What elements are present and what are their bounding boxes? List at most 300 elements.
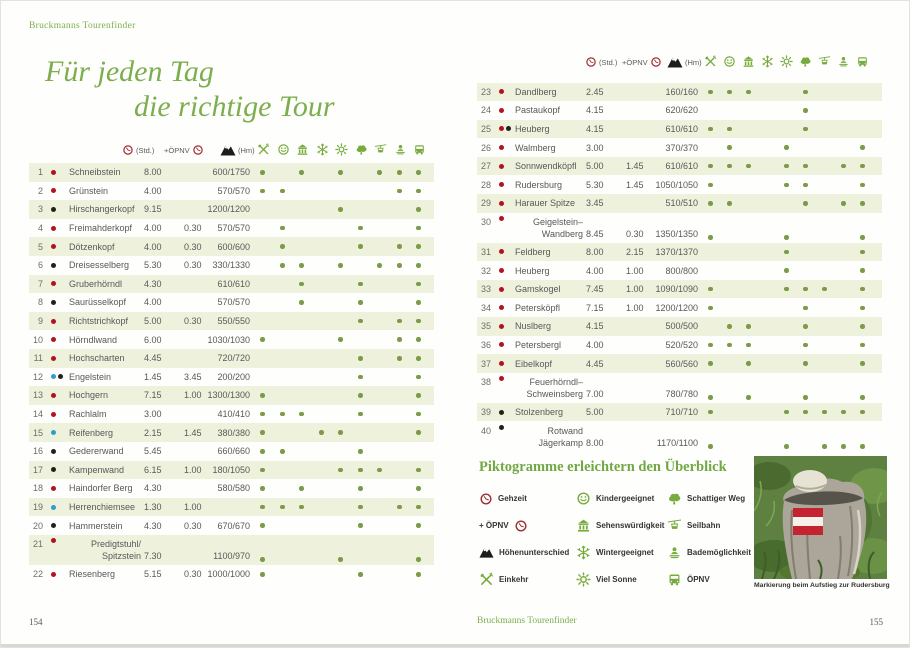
mark-cell (720, 243, 739, 262)
tour-number: 27 (480, 161, 491, 172)
cable-car-icon (374, 143, 387, 156)
crossed-cutlery-icon (257, 143, 270, 156)
mark-dot (377, 170, 382, 175)
mark-cell (370, 442, 390, 461)
mark-cell (739, 243, 758, 262)
tour-row (477, 299, 882, 318)
tour-number: 12 (32, 371, 43, 382)
mark-cell (815, 194, 834, 213)
tour-number: 14 (32, 409, 43, 420)
tour-name (515, 243, 583, 262)
mark-dot (860, 235, 865, 240)
mark-cell (815, 243, 834, 262)
elevation-hm: 380/380 (217, 427, 250, 438)
mark-cell (312, 182, 332, 201)
walk-time: 7.30 (144, 551, 162, 561)
mark-cell (331, 368, 351, 387)
oepnv-time: 0.30 (184, 241, 202, 252)
mark-dot (727, 90, 732, 95)
mark-cell (777, 157, 796, 176)
mark-cell (739, 422, 758, 452)
mark-cell (370, 498, 390, 517)
difficulty-dots (43, 386, 69, 405)
difficulty-dots (491, 243, 515, 262)
tour-number: 34 (480, 302, 491, 313)
pictogram-header-cell (815, 53, 834, 69)
mark-dot (416, 375, 421, 380)
tour-name (515, 176, 583, 195)
walk-time: 4.00 (144, 223, 162, 234)
oepnv-time (181, 275, 217, 294)
oepnv-time (623, 101, 659, 120)
mark-dot (260, 337, 265, 342)
oepnv-time (623, 422, 659, 452)
mark-cell (370, 386, 390, 405)
difficulty-dots (491, 280, 515, 299)
mark-cell (331, 565, 351, 584)
mark-cell (701, 213, 720, 243)
tour-row (29, 368, 434, 387)
running-head: Bruckmanns Tourenfinder (29, 21, 136, 31)
mark-cell (351, 293, 371, 312)
mark-dot (803, 343, 808, 348)
mark-cell (739, 83, 758, 102)
oepnv-time: 1.00 (626, 284, 644, 295)
tour-name-line: Richtstrichkopf (69, 316, 129, 327)
mark-cell (409, 442, 429, 461)
mark-cell (777, 101, 796, 120)
mark-dot (708, 201, 713, 206)
mark-cell (273, 275, 293, 294)
mark-dot (416, 486, 421, 491)
mark-cell (390, 219, 410, 238)
tour-name (515, 317, 583, 336)
mark-dot (260, 449, 265, 454)
mark-cell (292, 368, 312, 387)
tour-name (515, 280, 583, 299)
mark-cell (312, 442, 332, 461)
mark-cell (390, 386, 410, 405)
walk-time: 4.45 (144, 353, 162, 364)
mark-cell (720, 213, 739, 243)
mark-cell (370, 479, 390, 498)
difficulty-dots (43, 461, 69, 480)
walk-time: 4.15 (586, 321, 604, 332)
tour-name (515, 138, 583, 157)
mark-cell (796, 373, 815, 403)
mountain-icon (667, 54, 683, 70)
mark-dot (397, 337, 402, 342)
tour-name-line: Rotwand (547, 425, 583, 436)
oepnv-time (181, 349, 217, 368)
col-header-hm-left (220, 142, 255, 158)
mark-cell (390, 442, 410, 461)
elevation-hm: 1370/1370 (655, 246, 698, 257)
mark-cell (815, 213, 834, 243)
elevation-hm: 580/580 (217, 483, 250, 494)
mark-cell (720, 261, 739, 280)
mark-dot (746, 164, 751, 169)
mark-cell (292, 330, 312, 349)
difficulty-dot (499, 342, 504, 347)
mark-dot (784, 268, 789, 273)
mark-cell (701, 336, 720, 355)
difficulty-dots (491, 336, 515, 355)
mark-dot (784, 164, 789, 169)
difficulty-dots (43, 256, 69, 275)
col-header-oepnv-label: +ÖPNV (164, 145, 190, 155)
mark-cell (292, 442, 312, 461)
mark-cell (331, 256, 351, 275)
walk-time: 7.45 (586, 284, 604, 295)
difficulty-dots (491, 120, 515, 139)
mark-cell (292, 405, 312, 424)
tour-number: 7 (37, 278, 43, 289)
mark-cell (777, 422, 796, 452)
mark-cell (853, 157, 872, 176)
mark-dot (260, 486, 265, 491)
tour-name-line: Riesenberg (69, 569, 116, 580)
swimmer-icon (394, 143, 407, 156)
mark-dot (822, 287, 827, 292)
walk-time: 1.45 (144, 371, 162, 382)
mark-cell (834, 243, 853, 262)
elevation-hm: 570/570 (217, 185, 250, 196)
difficulty-dot (506, 126, 511, 131)
walk-time: 6.00 (144, 334, 162, 345)
elevation-hm: 1350/1350 (655, 228, 698, 239)
tour-row (29, 256, 434, 275)
elevation-hm: 660/660 (217, 446, 250, 457)
mark-dot (708, 183, 713, 188)
difficulty-dots (43, 293, 69, 312)
walk-time: 4.15 (586, 105, 604, 116)
col-header-time-right (585, 54, 617, 70)
tour-row (29, 237, 434, 256)
difficulty-dot (51, 244, 56, 249)
tour-name-line: Saurüsselkopf (69, 297, 127, 308)
pictogram-header-cell (739, 53, 758, 69)
tour-number: 29 (480, 198, 491, 209)
mark-cell (312, 405, 332, 424)
mark-cell (292, 535, 312, 565)
legend-item (576, 485, 667, 512)
mark-cell (331, 349, 351, 368)
tour-name (69, 330, 141, 349)
mark-cell (390, 565, 410, 584)
mark-cell (853, 213, 872, 243)
mark-cell (370, 535, 390, 565)
mark-cell (409, 256, 429, 275)
mark-cell (777, 243, 796, 262)
mark-cell (777, 213, 796, 243)
mark-cell (739, 101, 758, 120)
mark-cell (351, 219, 371, 238)
mark-dot (784, 250, 789, 255)
mark-cell (312, 565, 332, 584)
mark-cell (351, 498, 371, 517)
difficulty-dots (43, 182, 69, 201)
difficulty-dot (499, 305, 504, 310)
mark-cell (331, 200, 351, 219)
mark-dot (860, 201, 865, 206)
tour-name-line: Geigelstein– (532, 216, 583, 227)
legend-item (667, 485, 751, 512)
mark-cell (701, 120, 720, 139)
mark-cell (758, 422, 777, 452)
tour-row (29, 535, 434, 565)
tour-row (29, 293, 434, 312)
pictogram-header-left (254, 141, 430, 157)
mark-cell (834, 422, 853, 452)
mark-dot (260, 412, 265, 417)
tour-row (477, 138, 882, 157)
elevation-hm: 500/500 (665, 321, 698, 332)
mark-dot (803, 395, 808, 400)
mark-dot (860, 361, 865, 366)
mark-cell (351, 330, 371, 349)
mark-dot (860, 410, 865, 415)
walk-time: 5.45 (144, 446, 162, 457)
mark-cell (351, 442, 371, 461)
mark-cell (292, 237, 312, 256)
elevation-hm: 200/200 (217, 371, 250, 382)
tour-name-line: Herrenchiemsee (69, 502, 136, 513)
mark-cell (390, 368, 410, 387)
mark-dot (784, 410, 789, 415)
mark-cell (758, 120, 777, 139)
mark-cell (253, 535, 273, 565)
mark-dot (338, 468, 343, 473)
mark-cell (796, 194, 815, 213)
mark-cell (777, 83, 796, 102)
difficulty-dots (43, 349, 69, 368)
mark-cell (273, 256, 293, 275)
tour-name-line: Gamskogel (515, 284, 561, 295)
tour-name (69, 200, 141, 219)
legend-item (667, 566, 751, 593)
mark-dot (299, 412, 304, 417)
tour-name (69, 349, 141, 368)
tour-name (69, 219, 141, 238)
tour-name-line: Nuslberg (515, 321, 552, 332)
mark-cell (312, 256, 332, 275)
tour-row (477, 157, 882, 176)
bus-icon (856, 55, 869, 68)
mark-cell (701, 101, 720, 120)
mark-cell (796, 354, 815, 373)
tour-name (69, 479, 141, 498)
mark-dot (841, 444, 846, 449)
tour-number: 35 (480, 321, 491, 332)
mark-dot (860, 444, 865, 449)
mark-cell (701, 176, 720, 195)
walk-time: 5.30 (586, 179, 604, 190)
mark-dot (338, 557, 343, 562)
tour-row (29, 163, 434, 182)
mark-dot (416, 226, 421, 231)
mark-cell (834, 194, 853, 213)
walk-time: 4.30 (144, 278, 162, 289)
mark-dot (280, 505, 285, 510)
mark-cell (739, 299, 758, 318)
mark-dot (260, 468, 265, 473)
mark-cell (853, 336, 872, 355)
cable-car-icon (818, 55, 831, 68)
tour-number: 28 (480, 179, 491, 190)
mark-dot (803, 108, 808, 113)
mark-dot (784, 444, 789, 449)
mark-cell (758, 194, 777, 213)
tour-name (515, 83, 583, 102)
tour-number: 10 (32, 334, 43, 345)
tour-row (29, 330, 434, 349)
difficulty-dot (499, 324, 504, 329)
mark-cell (739, 373, 758, 403)
mark-cell (253, 565, 273, 584)
mark-dot (358, 468, 363, 473)
mark-cell (351, 312, 371, 331)
mark-dot (260, 505, 265, 510)
difficulty-dot (499, 108, 504, 113)
mark-cell (370, 275, 390, 294)
difficulty-dots (43, 312, 69, 331)
mark-cell (701, 299, 720, 318)
tour-name-line: Schweinsberg (526, 388, 583, 399)
pictogram-header-cell (777, 53, 796, 69)
walk-time: 7.15 (144, 390, 162, 401)
mark-cell (758, 83, 777, 102)
legend-item (576, 539, 667, 566)
photo-caption: Markierung beim Aufstieg zur Rudersburg (754, 582, 890, 589)
mark-dot (860, 268, 865, 273)
mark-dot (358, 319, 363, 324)
tour-number: 8 (37, 297, 43, 308)
mark-cell (853, 138, 872, 157)
tour-name (69, 535, 141, 565)
mark-cell (777, 403, 796, 422)
mark-cell (331, 163, 351, 182)
walk-time: 4.00 (144, 185, 162, 196)
mark-dot (860, 395, 865, 400)
tour-number: 4 (37, 223, 43, 234)
pictogram-header-cell (332, 141, 352, 157)
tour-name-line: Gruberhörndl (69, 278, 123, 289)
mark-cell (720, 157, 739, 176)
oepnv-time (623, 83, 659, 102)
mark-dot (416, 356, 421, 361)
tour-number: 32 (480, 265, 491, 276)
mark-cell (351, 535, 371, 565)
mark-cell (853, 83, 872, 102)
tour-row (477, 101, 882, 120)
tour-table (477, 83, 882, 452)
mark-cell (758, 317, 777, 336)
footer-brand: Bruckmanns Tourenfinder (477, 616, 577, 626)
mark-cell (796, 422, 815, 452)
mark-cell (253, 219, 273, 238)
tour-row (477, 373, 882, 403)
tour-row (29, 516, 434, 535)
tour-name (69, 498, 141, 517)
tour-name-line: Sonnwendköpfl (515, 161, 577, 172)
tour-number: 15 (32, 427, 43, 438)
mark-cell (351, 565, 371, 584)
elevation-hm: 510/510 (665, 198, 698, 209)
mark-cell (390, 349, 410, 368)
mark-cell (815, 336, 834, 355)
legend-item (576, 566, 667, 593)
mark-cell (701, 317, 720, 336)
mark-dot (727, 324, 732, 329)
tour-name-line: Hörndlwand (69, 334, 118, 345)
difficulty-dot (51, 486, 56, 491)
mark-cell (253, 312, 273, 331)
tour-name (515, 422, 583, 452)
legend-item (479, 539, 576, 566)
mark-cell (720, 176, 739, 195)
tour-name (69, 312, 141, 331)
mark-cell (253, 256, 273, 275)
difficulty-dot (499, 268, 504, 273)
walk-time: 4.30 (144, 483, 162, 494)
tour-name (69, 442, 141, 461)
difficulty-dots (491, 299, 515, 318)
tour-number: 9 (37, 316, 43, 327)
mark-cell (351, 461, 371, 480)
difficulty-dots (43, 237, 69, 256)
mark-cell (720, 138, 739, 157)
mark-cell (351, 182, 371, 201)
mark-cell (253, 405, 273, 424)
mark-cell (777, 354, 796, 373)
difficulty-dots (491, 194, 515, 213)
mark-cell (331, 293, 351, 312)
mark-dot (338, 263, 343, 268)
mark-dot (397, 170, 402, 175)
mark-dot (860, 343, 865, 348)
legend-item (479, 566, 576, 593)
mark-cell (834, 138, 853, 157)
mark-cell (273, 237, 293, 256)
mark-cell (331, 535, 351, 565)
mark-cell (796, 120, 815, 139)
mark-cell (739, 157, 758, 176)
tour-name (69, 275, 141, 294)
elevation-hm: 1030/1030 (207, 334, 250, 345)
difficulty-dots (491, 354, 515, 373)
oepnv-time: 0.30 (184, 569, 202, 580)
mark-cell (273, 479, 293, 498)
tour-number: 1 (37, 167, 43, 178)
elevation-hm: 1050/1050 (655, 179, 698, 190)
crossed-cutlery-icon (704, 55, 717, 68)
mark-cell (331, 312, 351, 331)
col-header-oepnv-right (622, 54, 662, 70)
tour-number: 26 (480, 142, 491, 153)
difficulty-dots (491, 422, 515, 452)
tour-name-line: Heuberg (515, 265, 550, 276)
mark-cell (312, 219, 332, 238)
elevation-hm: 180/1050 (212, 464, 250, 475)
elevation-hm: 160/160 (665, 86, 698, 97)
mark-cell (777, 299, 796, 318)
mark-cell (796, 83, 815, 102)
mark-cell (292, 479, 312, 498)
mark-cell (273, 386, 293, 405)
tour-number: 2 (37, 185, 43, 196)
tour-name (69, 386, 141, 405)
